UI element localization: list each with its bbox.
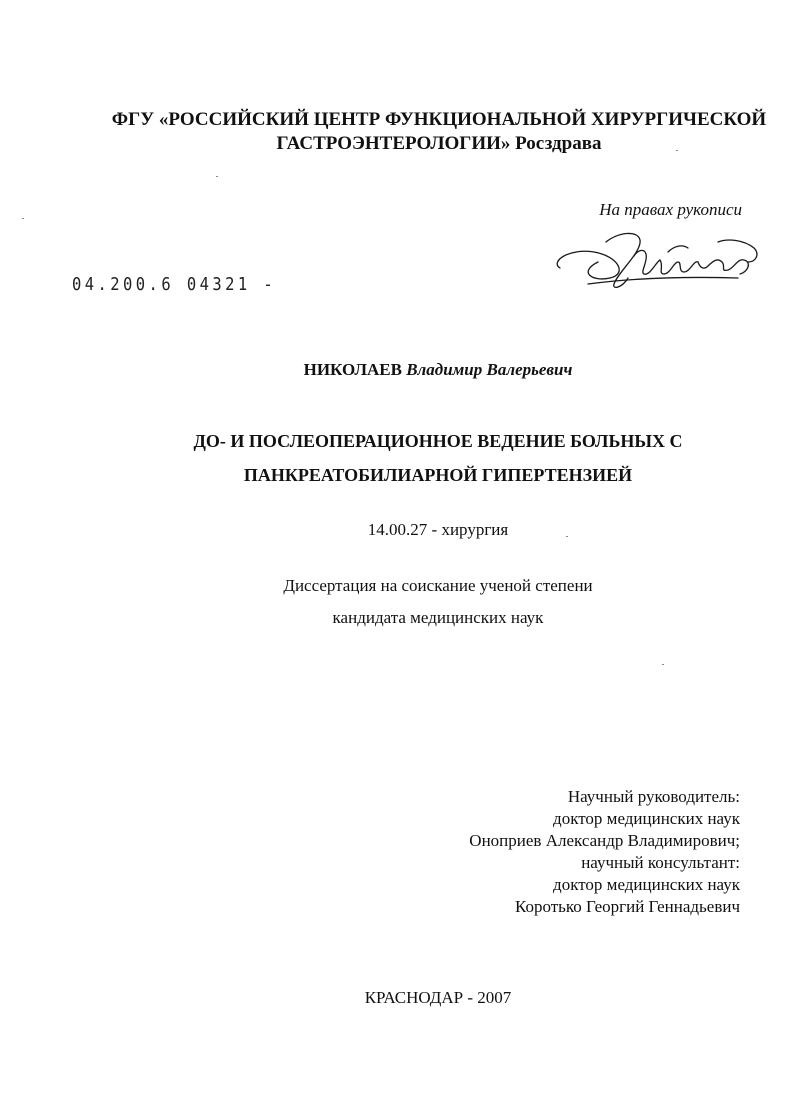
author-surname: НИКОЛАЕВ [303,360,402,379]
degree-line-1: Диссертация на соискание ученой степени [283,576,593,595]
title-line-1: ДО- И ПОСЛЕОПЕРАЦИОННОЕ ВЕДЕНИЕ БОЛЬНЫХ С [193,431,683,451]
supervisor-line: Научный руководитель: [567,787,740,806]
specialty-code: 14.00.27 - хирургия [367,520,509,539]
institution-line-1: ФГУ «РОССИЙСКИЙ ЦЕНТР ФУНКЦИОНАЛЬНОЙ ХИРУРГИЧЕСКОЙ [111,109,767,130]
degree-statement [40,570,796,634]
scan-speck [662,664,664,665]
scan-speck [676,150,678,151]
scan-speck [216,176,218,177]
scan-speck [22,218,24,219]
institution-line-2: ГАСТРОЭНТЕРОЛОГИИ» Росздрава [276,133,602,154]
manuscript-note: На правах рукописи [599,200,742,219]
author-name [40,360,796,380]
author-given-names: Владимир Валерьевич [406,360,573,379]
dissertation-title [40,424,796,492]
registration-number: 04.200.6 04321 - [72,274,277,295]
supervisor-line: доктор медицинских наук [553,809,740,828]
supervisor-line: Коротько Георгий Геннадьевич [514,897,740,916]
signature [548,222,763,294]
scan-speck [566,536,568,537]
supervisor-line: Оноприев Александр Владимирович; [469,831,740,850]
supervisor-line: научный консультант: [581,853,740,872]
institution-header [0,108,796,156]
supervisors-block [469,786,740,918]
city-year: КРАСНОДАР - 2007 [364,988,512,1007]
degree-line-2: кандидата медицинских наук [332,608,544,627]
title-line-2: ПАНКРЕАТОБИЛИАРНОЙ ГИПЕРТЕНЗИЕЙ [243,465,633,485]
supervisor-line: доктор медицинских наук [553,875,740,894]
